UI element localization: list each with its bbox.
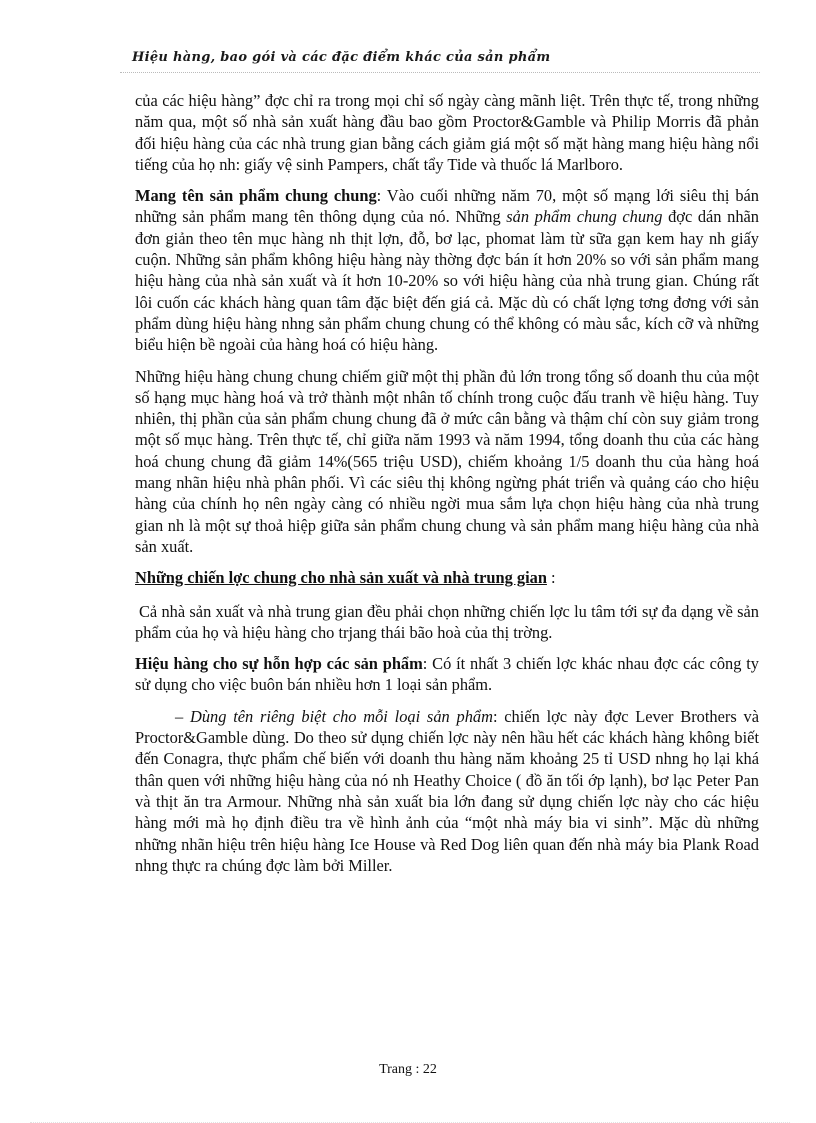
paragraph-intro: của các hiệu hàng” đợc chỉ ra trong mọi chỉ số ngày càng mãnh liệt. Trên thực tế, trong những năm qua, một số nhà sản xuất hàng đầu bao gồm Proctor&Gamble và Philip Morris đã phản đối hiệu hàng của các nhà trung gian bằng cách giảm giá một số mặt hàng mang hiệu hàng nổi tiếng của họ nh: giấy vệ sinh Pampers, chất tẩy Tide và thuốc lá Marlboro. [135, 91, 759, 174]
paragraph-strategies: Cả nhà sản xuất và nhà trung gian đều phải chọn những chiến lợc lu tâm tới sự đa dạng về sản phẩm của họ và hiệu hàng cho trjang thái bão hoà của thị trờng. [135, 601, 759, 642]
paragraph-generic-products [135, 185, 759, 355]
emphasis-term: Dùng tên riêng biệt cho mỗi loại sản phẩm [190, 706, 493, 726]
header-divider [120, 72, 760, 73]
paragraph-lead: Hiệu hàng cho sự hỗn hợp các sản phẩm [135, 654, 423, 674]
paragraph-individual-names [135, 706, 759, 876]
section-heading-text: Những chiến lợc chung cho nhà sản xuất và nhà trung gian [135, 568, 547, 588]
paragraph-product-mix [135, 653, 759, 696]
section-heading-colon: : [546, 568, 556, 588]
paragraph-text: : Có ít nhất 3 chiến lợc khác nhau đợc các công ty sử dụng cho việc buôn bán nhiều hơn 1 loại sản phẩm. [135, 654, 759, 695]
paragraph-text: : Vào cuối những năm 70, một số mạng lới siêu thị bán những sản phẩm mang tên thông dụng của nó. Những [135, 186, 759, 227]
running-header: Hiệu hàng, bao gói và các đặc điểm khác của sản phẩm [132, 50, 551, 65]
list-dash: – [175, 706, 184, 726]
section-heading [135, 567, 759, 588]
paragraph-text: : chiến lợc này đợc Lever Brothers và Proctor&Gamble dùng. Do theo sử dụng chiến lợc này nên hầu hết các khách hàng không biết đến Conagra, thực phẩm chế biến với doanh thu hàng năm khoảng 25 tỉ USD nhng họ lại khá thân quen với những hiệu hàng của nó nh Heathy Choice ( đồ ăn tối ớp lạnh), bơ lạc Peter Pan và thịt ăn tra Armour. Những nhà sản xuất bia lớn đang sử dụng chiến lợc này cho các hiệu hàng mới mà họ định điều tra về hình ảnh của “một nhà máy bia vi sinh”. Mặc dù những những nhãn hiệu trên hiệu hàng Ice House và Red Dog liên quan đến nhà máy bia Plank Road nhng thực ra chúng đợc làm bởi Miller. [135, 706, 759, 875]
paragraph-market-share: Những hiệu hàng chung chung chiếm giữ một thị phần đủ lớn trong tổng số doanh thu của một số hạng mục hàng hoá và trở thành một nhân tố chính trong cuộc đấu tranh về hiệu hàng. Tuy nhiên, thị phần của sản phẩm chung chung đã ở mức cân bằng và thậm chí còn suy giảm trong một số mục hàng. Trên thực tế, chỉ giữa năm 1993 và năm 1994, tổng doanh thu của các hàng hoá chung chung đã giảm 14%(565 triệu USD), chiếm khoảng 1/5 doanh thu của hàng hoá mang nhãn hiệu nhà phân phối. Vì các siêu thị không ngừng phát triển và quảng cáo cho hiệu hàng của chính họ nên ngày càng có nhiều ngời mua sắm lựa chọn hiệu hàng của nhà trung gian nh là một sự thoả hiệp giữa sản phẩm chung chung và sản phẩm mang hiệu hàng của nhà sản xuất. [135, 366, 759, 556]
body-text [135, 90, 759, 886]
emphasis-term: sản phẩm chung chung [506, 207, 663, 227]
paragraph-text: đợc dán nhãn đơn giản theo tên mục hàng nh thịt lợn, đỗ, bơ lạc, phomat làm từ sữa gạn kem hay nh giấy cuộn. Những sản phẩm không hiệu hàng này thờng đợc bán ít hơn 20% so với sản phẩm mang hiệu hàng của nhà sản xuất và ít hơn 10-20% so với hiệu hàng của nhà trung gian. Chúng rất lôi cuốn các khách hàng quan tâm đặc biệt đến giá cả. Mặc dù có chất lợng tơng đơng với sản phẩm dùng hiệu hàng nhng sản phẩm chung chung có thể không có màu sắc, kích cỡ và những biểu hiện bề ngoài của hàng hoá có hiệu hàng. [135, 207, 759, 355]
page-number: Trang : 22 [379, 1062, 437, 1077]
paragraph-lead: Mang tên sản phẩm chung chung [135, 186, 377, 206]
